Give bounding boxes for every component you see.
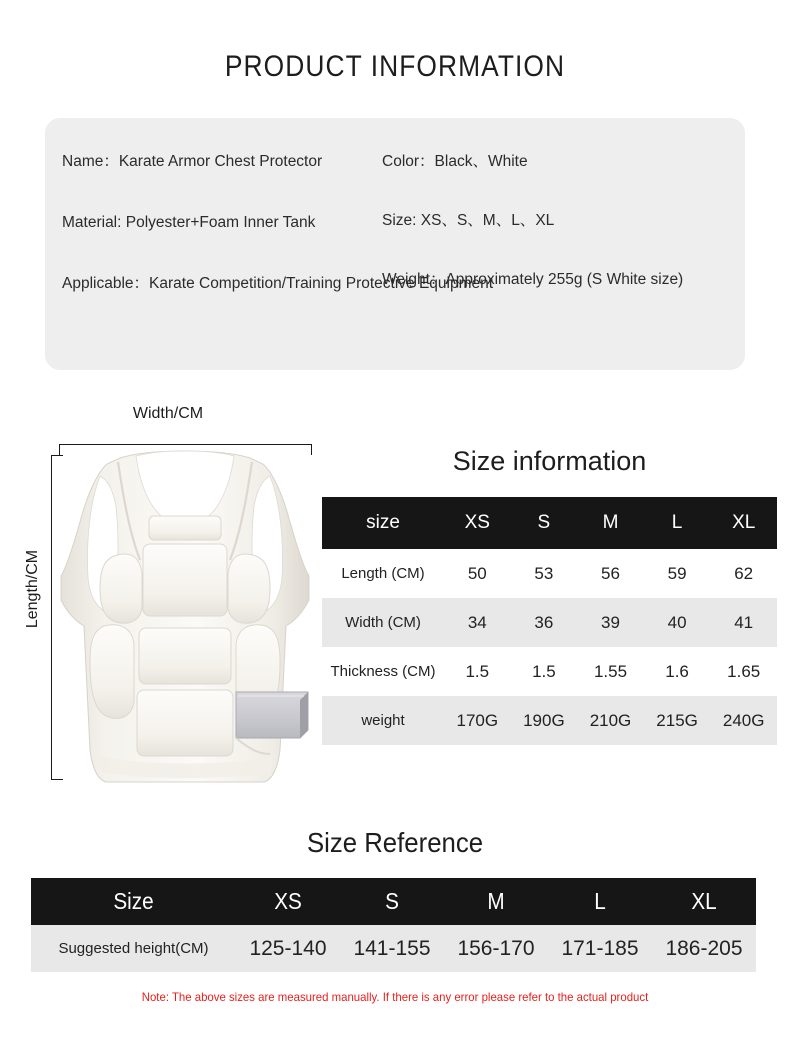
- size-table-header-cell: XS: [464, 512, 490, 533]
- table-cell: 190G: [523, 710, 565, 730]
- table-cell: 210G: [589, 710, 632, 730]
- width-dimension-label: Width/CM: [132, 405, 204, 422]
- row-label: Thickness (CM): [330, 663, 436, 680]
- info-line-applicable: Applicable：Karate Competition/Training Protective Equipment: [62, 274, 494, 292]
- info-line-name: Name：Karate Armor Chest Protector: [62, 153, 323, 170]
- table-cell: 1.6: [665, 661, 689, 681]
- reference-header-cell: S: [385, 888, 399, 914]
- table-cell: 62: [734, 563, 754, 583]
- table-cell: 53: [534, 563, 554, 583]
- reference-header-cell: Size: [113, 888, 154, 914]
- product-photo-block: [18, 405, 318, 795]
- table-cell: 34: [467, 612, 487, 632]
- table-cell: 56: [601, 563, 620, 583]
- table-cell: 1.65: [727, 661, 761, 681]
- table-cell: 41: [734, 612, 754, 632]
- size-reference-title: Size Reference: [306, 827, 484, 858]
- table-row: [322, 696, 777, 745]
- measurement-note: Note: The above sizes are measured manually. If there is any error please refer to the actual product: [141, 990, 649, 1004]
- info-line-weight: Weight：Approximately 255g (S White size): [382, 270, 684, 288]
- table-cell: 171-185: [561, 936, 639, 960]
- table-cell: 125-140: [249, 936, 327, 960]
- table-cell: 215G: [656, 710, 698, 730]
- size-table-header-cell: S: [537, 512, 551, 533]
- info-line-size: Size: XS、S、M、L、XL: [382, 211, 555, 229]
- size-table-header-row: [322, 497, 777, 549]
- table-row: [31, 925, 756, 972]
- table-cell: 156-170: [457, 936, 535, 960]
- length-dimension-label: Length/CM: [24, 549, 41, 629]
- row-label: Width (CM): [345, 614, 421, 631]
- reference-header-cell: M: [487, 888, 505, 914]
- table-cell: 36: [534, 612, 554, 632]
- table-row: [322, 598, 777, 647]
- size-information-title: Size information: [452, 446, 647, 476]
- info-line-color: Color：Black、White: [382, 153, 528, 170]
- table-cell: 39: [601, 612, 620, 632]
- reference-header-row: [31, 878, 756, 925]
- table-cell: 40: [667, 612, 687, 632]
- reference-header-cell: XL: [691, 888, 717, 914]
- product-information-panel: [45, 118, 745, 370]
- size-information-table: [322, 497, 777, 745]
- size-table-header-cell: M: [602, 512, 619, 533]
- page-title: PRODUCT INFORMATION: [224, 50, 566, 83]
- row-label: weight: [361, 712, 405, 729]
- vest-illustration: [58, 450, 313, 785]
- table-cell: 170G: [456, 710, 499, 730]
- table-cell: 141-155: [353, 936, 431, 960]
- info-column-right: [382, 144, 742, 291]
- table-cell: 50: [467, 563, 487, 583]
- table-cell: 1.5: [532, 661, 556, 681]
- table-cell: 240G: [722, 710, 765, 730]
- table-row: [322, 549, 777, 598]
- reference-header-cell: XS: [274, 888, 302, 914]
- info-line-material: Material: Polyester+Foam Inner Tank: [62, 213, 316, 231]
- size-table-header-cell: size: [366, 512, 400, 533]
- row-label: Suggested height(CM): [58, 940, 209, 957]
- size-table-header-cell: XL: [732, 512, 756, 533]
- table-cell: 1.5: [465, 661, 490, 681]
- row-label: Length (CM): [341, 565, 425, 582]
- table-cell: 1.55: [593, 661, 628, 681]
- table-row: [322, 647, 777, 696]
- table-cell: 59: [667, 563, 687, 583]
- vest-product-image: [58, 450, 313, 785]
- size-reference-table: [31, 878, 756, 972]
- reference-header-cell: L: [594, 888, 606, 914]
- table-cell: 186-205: [665, 936, 743, 960]
- size-table-header-cell: L: [671, 512, 683, 533]
